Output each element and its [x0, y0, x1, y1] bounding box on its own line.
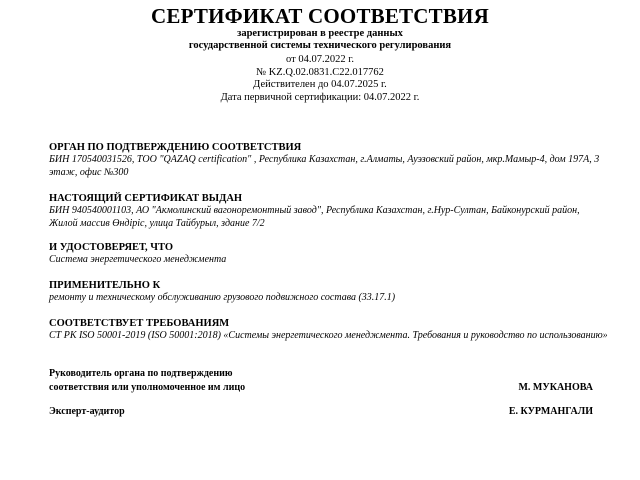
section-issued-to — [49, 193, 609, 230]
first-certification-date: Дата первичной сертификации: 04.07.2022 г. — [220, 91, 420, 103]
section-heading: НАСТОЯЩИЙ СЕРТИФИКАТ ВЫДАН — [49, 193, 243, 204]
section-heading: ОРГАН ПО ПОДТВЕРЖДЕНИЮ СООТВЕТСТВИЯ — [49, 142, 302, 153]
section-body: ремонту и техническому обслуживанию грузового подвижного состава (33.17.1) — [49, 292, 396, 303]
section-body: БИН 940540001103, АО "Акмолинский вагоноремонтный завод", Республика Казахстан, г.Нур-Султан, Байконурский район, Жилой массив Өндіріс, улица Тайбурыл, здание 7/2 — [49, 205, 580, 229]
auditor-signature-block — [49, 405, 593, 419]
head-signature-label-line-1: Руководитель органа по подтверждению — [49, 368, 233, 379]
section-requirements — [49, 318, 609, 343]
registration-header — [0, 28, 640, 52]
section-body: СТ РК ISO 50001-2019 (ISO 50001:2018) «Системы энергетического менеджмента. Требования и руководство по использованию» — [49, 330, 608, 341]
section-heading: СООТВЕТСТВУЕТ ТРЕБОВАНИЯМ — [49, 318, 230, 329]
section-certification-body — [49, 142, 609, 179]
head-signature-label-line-2: соответствия или уполномоченное им лицо — [49, 382, 246, 393]
head-signature-name: М. МУКАНОВА — [518, 382, 593, 393]
auditor-name: Е. КУРМАНГАЛИ — [508, 406, 593, 417]
head-signature-block — [49, 367, 593, 395]
section-heading: И УДОСТОВЕРЯЕТ, ЧТО — [49, 242, 173, 253]
registration-line-1: зарегистрирован в реестре данных — [237, 28, 403, 39]
registration-meta — [0, 54, 640, 104]
certificate-number: № KZ.Q.02.0831.С22.017762 — [256, 66, 384, 78]
section-applicable-to — [49, 280, 609, 305]
registration-line-2: государственной системы технического регулирования — [188, 40, 452, 51]
valid-until: Действителен до 04.07.2025 г. — [253, 79, 387, 91]
certificate-title: СЕРТИФИКАТ СООТВЕТСТВИЯ — [151, 4, 489, 28]
section-body: БИН 170540031526, ТОО "QAZAQ certification" , Республика Казахстан, г.Алматы, Ауэзовский район, мкр.Мамыр-4, дом 197А, 3 этаж, офис №300 — [49, 154, 600, 178]
section-heading: ПРИМЕНИТЕЛЬНО К — [49, 280, 161, 291]
section-certifies-that — [49, 242, 609, 267]
auditor-label: Эксперт-аудитор — [49, 406, 125, 417]
registration-date: от 04.07.2022 г. — [286, 54, 354, 65]
section-body: Система энергетического менеджмента — [49, 254, 227, 265]
